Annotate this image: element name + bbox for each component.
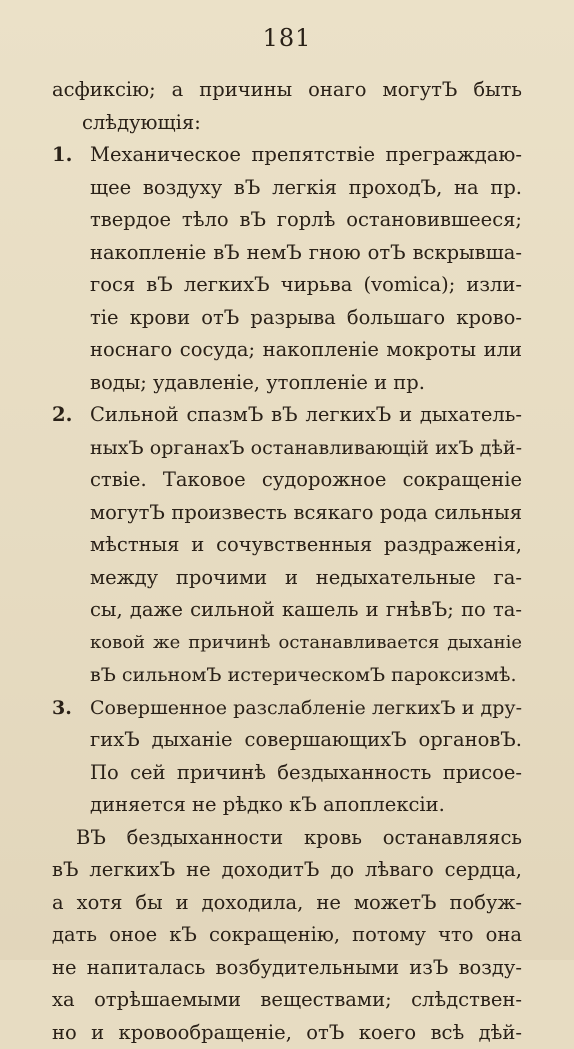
text-line: но и кровообращеніе, отЪ коего всѣ дѣй- [52, 1017, 522, 1049]
text-line: щее воздуху вЪ легкія проходЪ, на пр. [52, 172, 522, 205]
text-line: мѣстныя и сочувственныя раздраженія, [52, 529, 522, 562]
text-line: ха отрѣшаемыми веществами; слѣдствен- [52, 984, 522, 1017]
text-line: гося вЪ легкихЪ чирьва (vomica); изли- [52, 269, 522, 302]
text-line: гихЪ дыханіе совершающихЪ органовЪ. [52, 724, 522, 757]
text-line: Механическое препятствіе преграждаю- [90, 143, 522, 166]
text-line: между прочими и недыхательные га- [52, 562, 522, 595]
list-item-first-line [52, 139, 522, 172]
list-item-number: 2. [52, 399, 90, 432]
body-text [52, 74, 522, 1049]
list-item-first-line [52, 399, 522, 432]
text-line: ныхЪ органахЪ останавливающій ихЪ дѣй- [52, 432, 522, 465]
page-number: 181 [0, 24, 574, 52]
text-line: а хотя бы и доходила, не можетЪ побуж- [52, 887, 522, 920]
text-line: Сильной спазмЪ вЪ легкихЪ и дыхатель- [90, 403, 522, 426]
text-line: диняется не рѣдко кЪ апоплексіи. [52, 789, 522, 822]
text-line: ствіе. Таковое судорожное сокращеніе [52, 464, 522, 497]
text-line: тіе крови отЪ разрыва большаго крово- [52, 302, 522, 335]
text-line: не напиталась возбудительными изЪ возду- [52, 952, 522, 985]
text-line: Совершенное разслабленіе легкихЪ и дру- [90, 697, 522, 719]
list-item-first-line [52, 692, 522, 725]
text-line: воды; удавленіе, утопленіе и пр. [52, 367, 522, 400]
text-line: ВЪ бездыханности кровь останавляясь [52, 822, 522, 855]
text-line: По сей причинѣ бездыханность присое- [52, 757, 522, 790]
text-line: вЪ сильномЪ истерическомЪ пароксизмѣ. [52, 659, 522, 692]
text-line: сы, даже сильной кашель и гнѣвЪ; по та- [52, 594, 522, 627]
list-item-number: 1. [52, 139, 90, 172]
text-line: накопленіе вЪ немЪ гною отЪ вскрывша- [52, 237, 522, 270]
text-line: дать оное кЪ сокращенію, потому что она [52, 919, 522, 952]
text-line: твердое тѣло вЪ горлѣ остановившееся; [52, 204, 522, 237]
text-line: вЪ легкихЪ не доходитЪ до лѣваго сердца, [52, 854, 522, 887]
text-line: носнаго сосуда; накопленіе мокроты или [52, 334, 522, 367]
text-line: могутЪ произвесть всякаго рода сильныя [52, 497, 522, 530]
list-item-number: 3. [52, 692, 90, 725]
text-line: асфиксію; а причины онаго могутЪ быть [52, 74, 522, 107]
text-line: слѣдующія: [52, 107, 522, 140]
text-line: ковой же причинѣ останавливается дыханіе [52, 627, 522, 660]
